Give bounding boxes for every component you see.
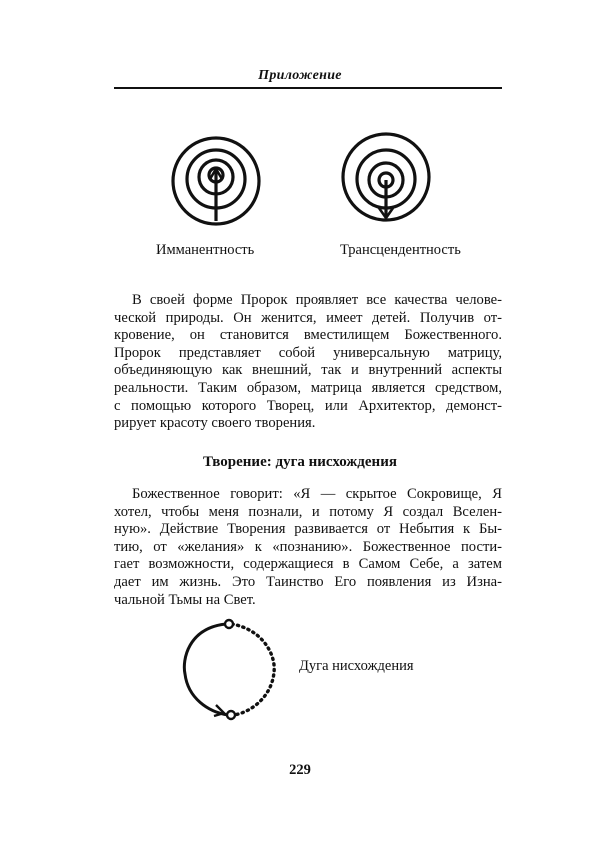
paragraph-line: реальности. Таким образом, матрица является средством, bbox=[114, 379, 502, 396]
immanence-caption: Имманентность bbox=[156, 242, 255, 258]
paragraph-line: объединяющую как внешний, так и внутренний аспекты bbox=[114, 362, 502, 379]
paragraph-prophet bbox=[114, 292, 502, 433]
arc-bottom-node bbox=[227, 711, 235, 719]
paragraph-line: ческой природы. Он женится, имеет детей. Получив от- bbox=[114, 309, 502, 326]
arc-of-descent-figure bbox=[180, 612, 280, 724]
section-heading: Творение: дуга нисхождения bbox=[203, 454, 397, 470]
paragraph-line: ную». Действие Творения развивается от Небытия к Бы- bbox=[114, 521, 502, 538]
paragraph-creation bbox=[114, 486, 502, 609]
paragraph-line: хотел, чтобы меня познали, и потому Я создал Вселен- bbox=[114, 503, 502, 520]
running-title: Приложение bbox=[258, 68, 342, 83]
paragraph-line: Пророк представляет собой универсальную матрицу, bbox=[114, 344, 502, 361]
paragraph-line: рирует красоту своего творения. bbox=[114, 415, 316, 432]
paragraph-line: тию, от «желания» к «познанию». Божественное пости- bbox=[114, 538, 502, 555]
paragraph-line: дает им жизнь. Это Таинство Его появления из Изна- bbox=[114, 573, 502, 590]
paragraph-line: Божественное говорит: «Я — скрытое Сокровище, Я bbox=[132, 486, 502, 502]
page-number: 229 bbox=[289, 762, 311, 778]
immanence-figure bbox=[170, 135, 262, 227]
header-rule bbox=[114, 87, 502, 89]
paragraph-line: кровение, он становится вместилищем Божественного. bbox=[114, 327, 502, 344]
arc-caption: Дуга нисхождения bbox=[299, 658, 414, 674]
paragraph-line: В своей форме Пророк проявляет все качества челове- bbox=[132, 292, 502, 308]
paragraph-line: чальной Тьмы на Свет. bbox=[114, 591, 256, 608]
arc-solid-path bbox=[184, 624, 228, 715]
transcendence-caption: Трансцендентность bbox=[340, 242, 461, 258]
paragraph-line: гает возможности, содержащиеся в Самом Себе, а затем bbox=[114, 556, 502, 573]
arc-dotted-path bbox=[232, 624, 274, 715]
paragraph-line: с помощью которого Творец, или Архитектор, демонст- bbox=[114, 397, 502, 414]
transcendence-figure bbox=[340, 131, 432, 223]
arc-top-node bbox=[225, 620, 233, 628]
